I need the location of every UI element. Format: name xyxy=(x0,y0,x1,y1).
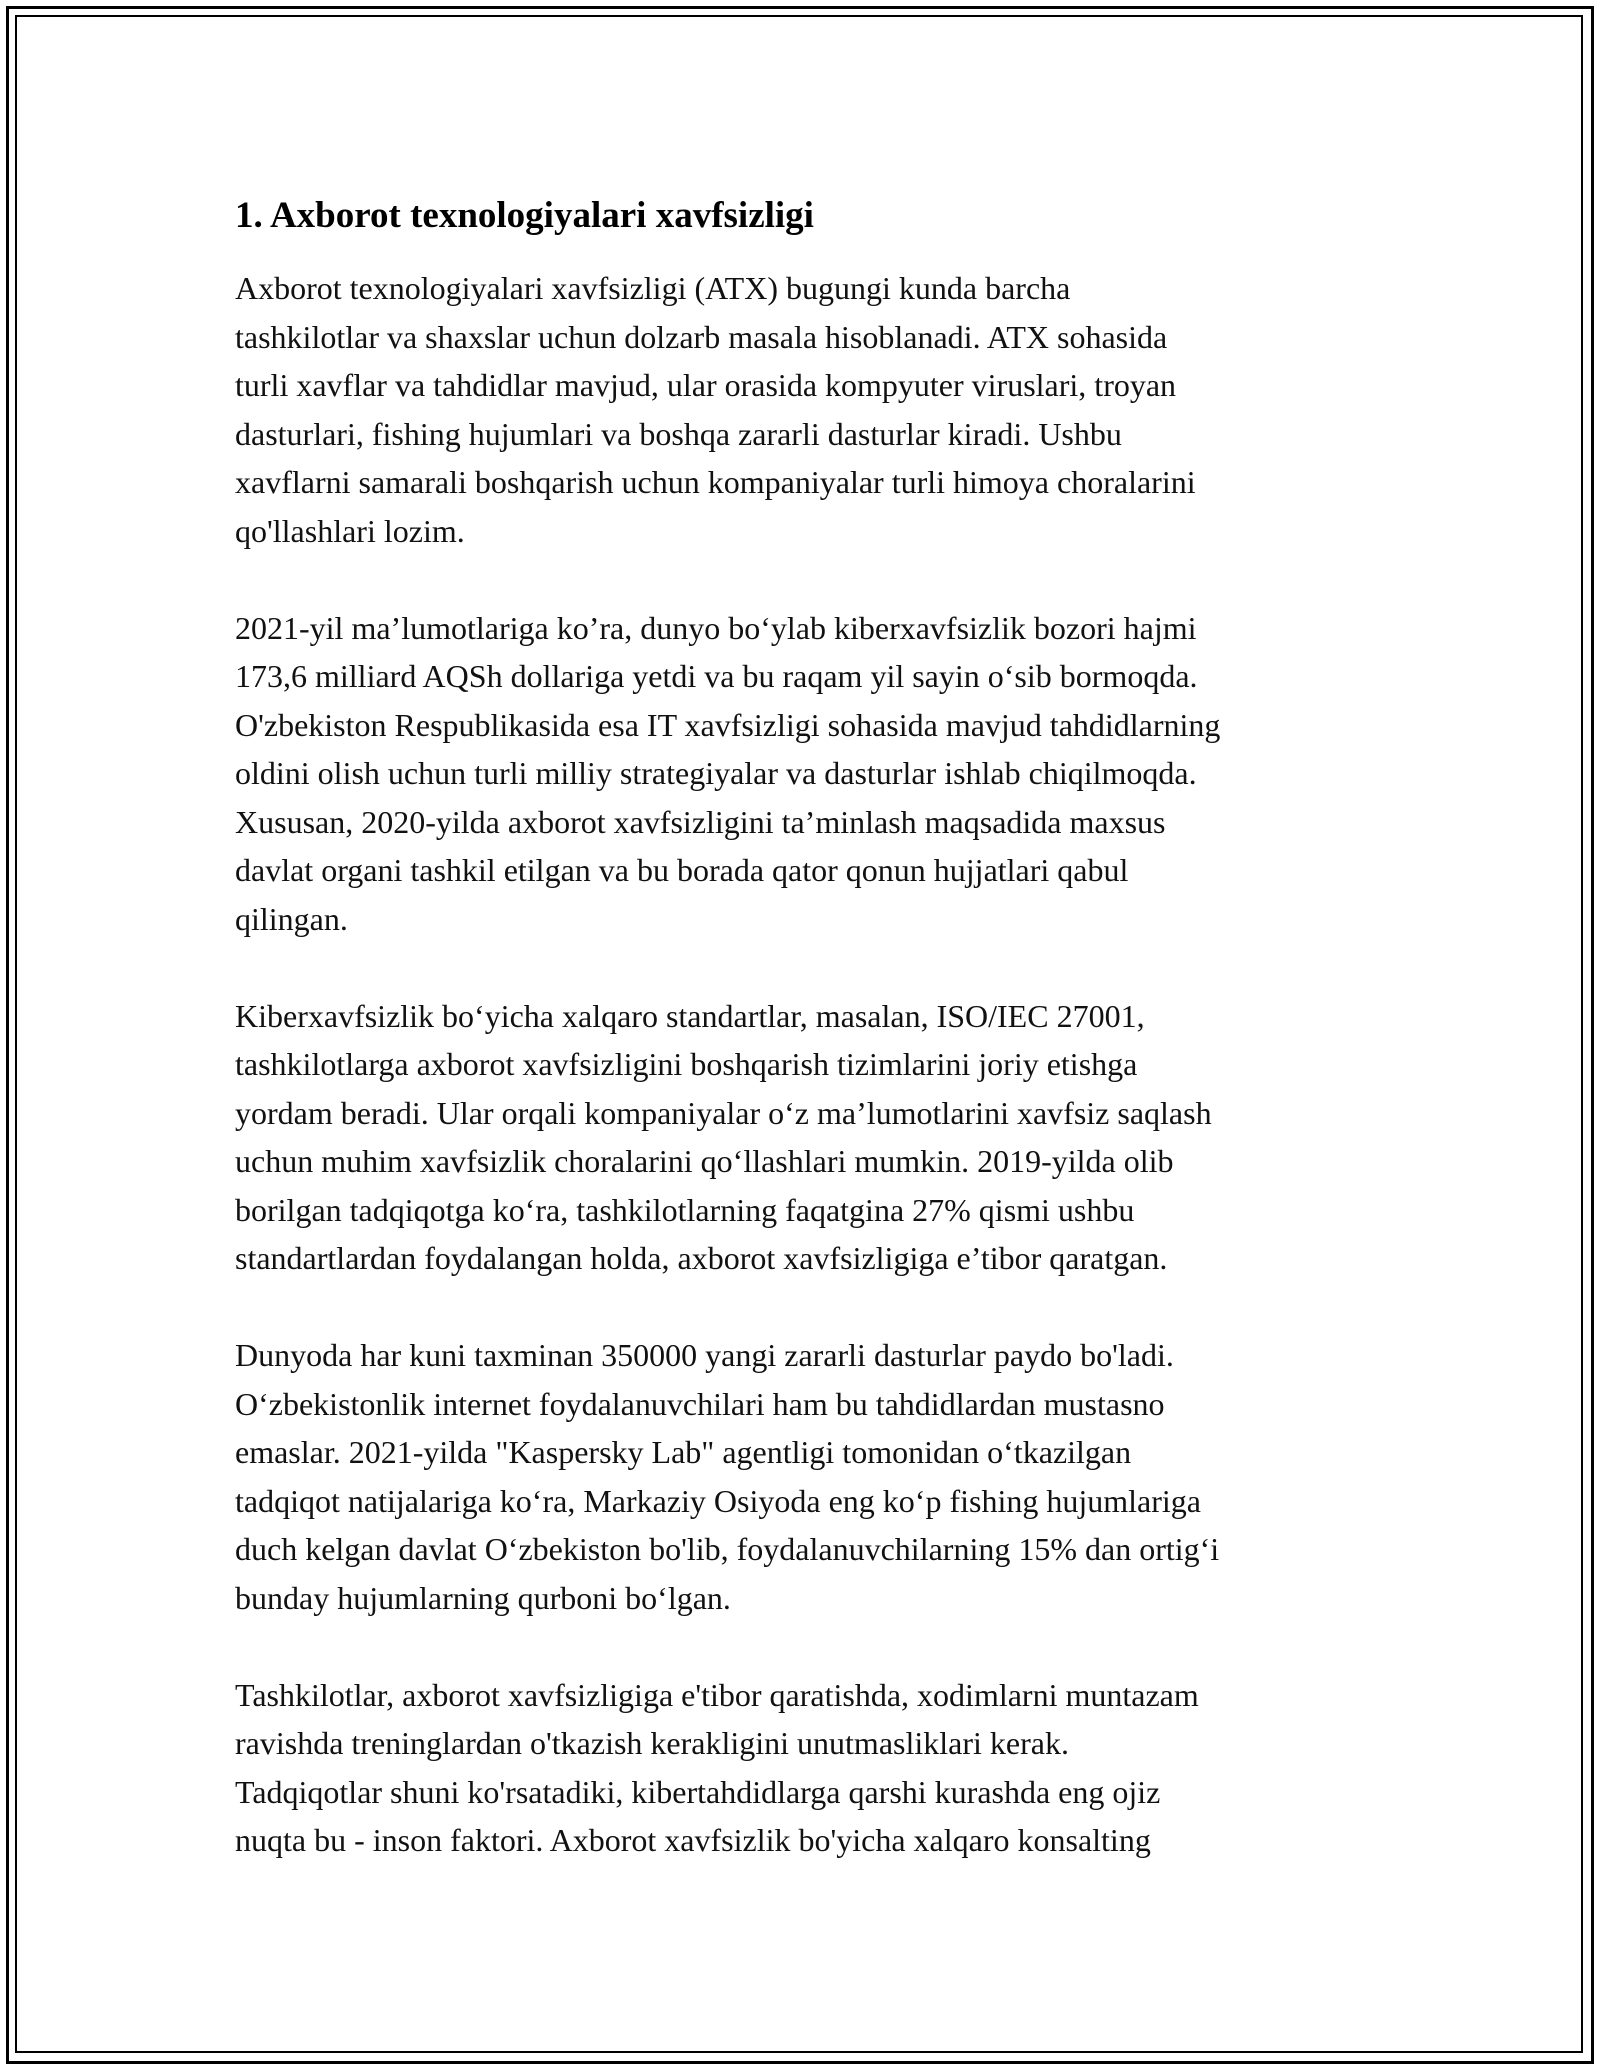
paragraph-3: Kiberxavfsizlik bo‘yicha xalqaro standartlar, masalan, ISO/IEC 27001, tashkilotlarga axborot xavfsizligini boshqarish tizimlarini joriy etishga yordam beradi. Ular orqali kompaniyalar o‘z ma’lumotlarini xavfsiz saqlash uchun muhim xavfsizlik choralarini qo‘llashlari mumkin. 2019-yilda olib borilgan tadqiqotga ko‘ra, tashkilotlarning faqatgina 27% qismi ushbu standartlardan foydalangan holda, axborot xavfsizligiga e’tibor qaratgan. xyxy=(235,997,1212,1276)
paragraph-2: 2021-yil ma’lumotlariga ko’ra, dunyo bo‘ylab kiberxavfsizlik bozori hajmi 173,6 milliard AQSh dollariga yetdi va bu raqam yil sayin o‘sib bormoqda. O'zbekiston Respublikasida esa IT xavfsizligi sohasida mavjud tahdidlarning oldini olish uchun turli milliy strategiyalar va dasturlar ishlab chiqilmoqda. Xususan, 2020-yilda axborot xavfsizligini ta’minlash maqsadida maxsus davlat organi tashkil etilgan va bu borada qator qonun hujjatlari qabul qilingan. xyxy=(235,609,1221,937)
paragraph-5: Tashkilotlar, axborot xavfsizligiga e'tibor qaratishda, xodimlarni muntazam ravishda treninglardan o'tkazish kerakligini unutmasliklari kerak. Tadqiqotlar shuni ko'rsatadiki, kibertahdidlarga qarshi kurashda eng ojiz nuqta bu - inson faktori. Axborot xavfsizlik bo'yicha xalqaro konsalting xyxy=(235,1676,1199,1858)
section-heading: 1. Axborot texnologiyalari xavfsizligi xyxy=(235,195,814,236)
paragraph-1: Axborot texnologiyalari xavfsizligi (ATX) bugungi kunda barcha tashkilotlar va shaxslar uchun dolzarb masala hisoblanadi. ATX sohasida turli xavflar va tahdidlar mavjud, ular orasida kompyuter viruslari, troyan dasturlari, fishing hujumlari va boshqa zararli dasturlar kiradi. Ushbu xavflarni samarali boshqarish uchun kompaniyalar turli himoya choralarini qo'llashlari lozim. xyxy=(235,270,1196,549)
paragraph-4: Dunyoda har kuni taxminan 350000 yangi zararli dasturlar paydo bo'ladi. O‘zbekistonlik internet foydalanuvchilari ham bu tahdidlardan mustasno emaslar. 2021-yilda "Kaspersky Lab" agentligi tomonidan o‘tkazilgan tadqiqot natijalariga ko‘ra, Markaziy Osiyoda eng ko‘p fishing hujumlariga duch kelgan davlat O‘zbekiston bo'lib, foydalanuvchilarning 15% dan ortig‘i bunday hujumlarning qurboni bo‘lgan. xyxy=(235,1337,1220,1616)
document-body xyxy=(235,188,1385,1913)
